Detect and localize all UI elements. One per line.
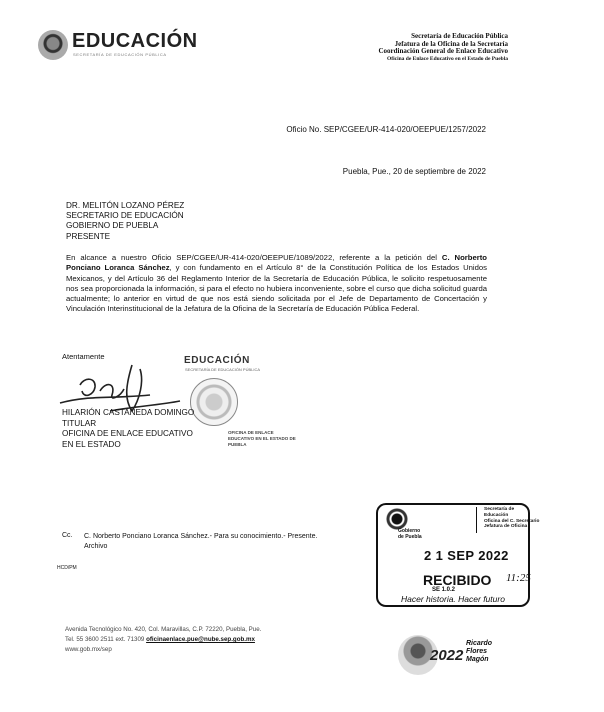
footer-email-link[interactable]: oficinaenlace.pue@nube.sep.gob.mx — [146, 636, 255, 643]
signatory-office-2: EN EL ESTADO — [62, 439, 121, 449]
stamp-divider — [476, 507, 477, 533]
stamp-time: 11:25 — [506, 572, 531, 584]
body-bold-name: C. Norberto Ponciano Loranca Sánchez — [66, 253, 487, 273]
stamp-slogan: Hacer historia. Hacer futuro — [401, 594, 505, 604]
header-dependency — [379, 33, 509, 63]
addressee-line: GOBIERNO DE PUEBLA — [66, 221, 159, 231]
anniversary-name-line: Ricardo — [466, 640, 493, 647]
cc-label: Cc. — [62, 532, 73, 539]
header-line: Secretaría de Educación Pública — [411, 32, 508, 40]
signatory-name: HILARIÓN CASTAÑEDA DOMINGO — [62, 408, 195, 417]
place-date: Puebla, Pue., 20 de septiembre de 2022 — [342, 167, 486, 176]
footer-phone: Tel. 55 3600 2511 ext. 71309 — [65, 636, 145, 643]
stamp-office-line: Secretaría de — [484, 507, 515, 512]
stamp-office — [484, 507, 539, 530]
addressee-line: DR. MELITÓN LOZANO PÉREZ — [66, 201, 185, 210]
official-seal-icon — [190, 378, 238, 426]
cc-recipients — [84, 532, 317, 552]
header-line: Jefatura de la Oficina de la Secretaría — [394, 39, 508, 48]
seal-line: OFICINA DE ENLACE — [228, 430, 274, 435]
stamp-gobierno — [398, 528, 422, 540]
seal-caption — [228, 430, 296, 448]
header-line: Oficina de Enlace Educativo en el Estado de Puebla — [386, 55, 508, 62]
addressee — [66, 201, 184, 242]
signatory — [62, 408, 194, 450]
footer-address: Avenida Tecnológico No. 420, Col. Maravillas, C.P. 72220, Puebla, Pue. — [65, 626, 262, 633]
seal-line: EDUCATIVO EN EL ESTADO DE — [228, 436, 296, 441]
body-part2: , y con fundamento en el Artículo 8° de la Constitución Política de los Estados Unidos Mexicanos, y del Artículo 36 del Reglamento Interior de la Secretaría de Educación Pública, le solicito respetuosamente nos sea proporcionada la información, si para el efecto no hubiera inconveniente, sobre el curso que dicha solicitud guarda actualmente; lo anterior en virtud de que nos está siendo solicitada por el Jefe de Departamento de Concertación y Vinculación Interinstitucional de la Jefatura de la Oficina de la Secretaría de Educación Pública Federal. — [66, 263, 488, 314]
logo-text: EDUCACIÓN — [72, 30, 198, 52]
stamp-logo-subtitle: SECRETARÍA DE EDUCACIÓN PÚBLICA — [185, 367, 261, 372]
anniversary-name-line: Magón — [466, 656, 489, 663]
oficio-number: Oficio No. SEP/CGEE/UR-414-020/OEEPUE/1257/2022 — [286, 125, 486, 134]
stamp-gob-line: de Puebla — [398, 534, 422, 540]
body-part1: En alcance a nuestro Oficio SEP/CGEE/UR-414-020/OEEPUE/1089/2022, referente a la petición del — [66, 253, 442, 262]
footer — [65, 625, 261, 655]
stamp-office-line: Oficina del C. Secretario — [484, 518, 540, 524]
footer-contact — [65, 635, 261, 645]
stamp-recibido: RECIBIDO — [423, 572, 492, 588]
eagle-emblem-icon — [38, 30, 68, 60]
seal-line: PUEBLA — [228, 442, 247, 447]
stamp-date: 2 1 SEP 2022 — [424, 548, 509, 563]
header-line: Coordinación General de Enlace Educativo — [378, 47, 508, 55]
stamp-gob-line: Gobierno — [398, 528, 421, 534]
anniversary-name — [466, 640, 492, 664]
footer-website[interactable]: www.gob.mx/sep — [65, 646, 112, 653]
cc-line: Archivo — [84, 543, 108, 550]
closing: Atentamente — [62, 352, 105, 361]
anniversary-name-line: Flores — [466, 648, 488, 655]
signatory-title: TITULAR — [62, 418, 97, 428]
addressee-line: SECRETARIO DE EDUCACIÓN — [66, 211, 184, 221]
cc-line: C. Norberto Ponciano Loranca Sánchez.- Para su conocimiento.- Presente. — [84, 533, 318, 540]
stamp-office-line: Educación — [484, 512, 509, 518]
stamp-code: SE 1.0.2 — [432, 587, 456, 593]
signatory-office: OFICINA DE ENLACE EDUCATIVO — [62, 429, 193, 439]
addressee-line: PRESENTE — [66, 231, 111, 241]
body-paragraph — [66, 253, 487, 315]
puebla-emblem-icon — [386, 508, 408, 530]
stamp-logo-text: EDUCACIÓN — [184, 355, 250, 366]
initials: HCD/PM — [57, 565, 77, 571]
logo-subtitle: SECRETARÍA DE EDUCACIÓN PÚBLICA — [73, 52, 167, 57]
anniversary-year: 2022 — [430, 647, 464, 664]
stamp-office-line: Jefatura de Oficina — [484, 524, 528, 530]
